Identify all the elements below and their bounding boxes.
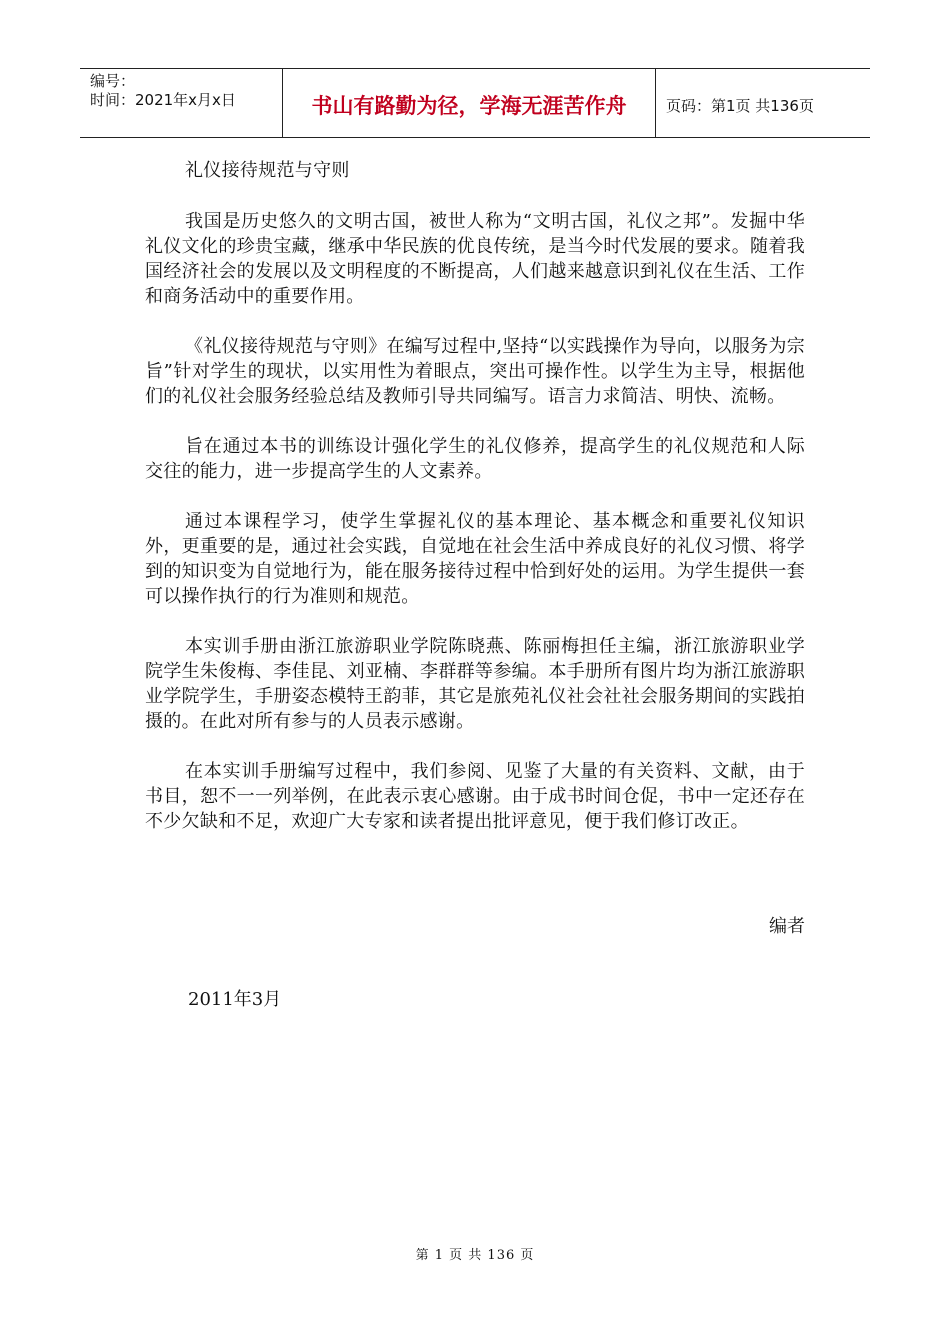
document-title: 礼仪接待规范与守则 — [185, 160, 350, 181]
paragraph: 通过本课程学习，使学生掌握礼仪的基本理论、基本概念和重要礼仪知识外，更重要的是，通过社会实践，自觉地在社会生活中养成良好的礼仪习惯、将学到的知识变为自觉地行为，能在服务接待过程中恰到好处的运用。为学生提供一套可以操作执行的行为准则和规范。 — [145, 511, 805, 607]
signature: 编者 — [769, 916, 805, 937]
header-page-info: 页码：第1页 共136页 — [666, 96, 814, 115]
page-footer: 第 1 页 共 136 页 — [415, 1248, 535, 1263]
time-label: 时间：2021年x月x日 — [90, 91, 236, 109]
header-meta-cell — [80, 69, 283, 137]
paragraph: 本实训手册由浙江旅游职业学院陈晓燕、陈丽梅担任主编，浙江旅游职业学院学生朱俊梅、李佳昆、刘亚楠、李群群等参编。本手册所有图片均为浙江旅游职业学院学生，手册姿态模特王韵菲，其它是旅苑礼仪社会社社会服务期间的实践拍摄的。在此对所有参与的人员表示感谢。 — [145, 636, 805, 732]
number-label: 编号： — [90, 72, 136, 90]
header-page-cell — [656, 69, 870, 137]
document-date: 2011年3月 — [188, 989, 282, 1010]
paragraph: 旨在通过本书的训练设计强化学生的礼仪修养，提高学生的礼仪规范和人际交往的能力，进一步提高学生的人文素养。 — [145, 436, 805, 482]
paragraph: 在本实训手册编写过程中，我们参阅、见鉴了大量的有关资料、文献，由于书目，恕不一一列举例，在此表示衷心感谢。由于成书时间仓促，书中一定还存在不少欠缺和不足，欢迎广大专家和读者提出批评意见，便于我们修订改正。 — [145, 761, 805, 832]
paragraph: 我国是历史悠久的文明古国，被世人称为“文明古国，礼仪之邦”。发掘中华礼仪文化的珍贵宝藏，继承中华民族的优良传统，是当今时代发展的要求。随着我国经济社会的发展以及文明程度的不断提高，人们越来越意识到礼仪在生活、工作和商务活动中的重要作用。 — [145, 211, 805, 307]
document-body — [145, 152, 805, 834]
header-motto-cell — [283, 69, 656, 137]
paragraph: 《礼仪接待规范与守则》在编写过程中,坚持“以实践操作为导向，以服务为宗旨”针对学生的现状，以实用性为着眼点，突出可操作性。以学生为主导，根据他们的礼仪社会服务经验总结及教师引导共同编写。语言力求简洁、明快、流畅。 — [145, 336, 805, 407]
page-header — [80, 68, 870, 138]
header-motto: 书山有路勤为径，学海无涯苦作舟 — [311, 94, 627, 118]
